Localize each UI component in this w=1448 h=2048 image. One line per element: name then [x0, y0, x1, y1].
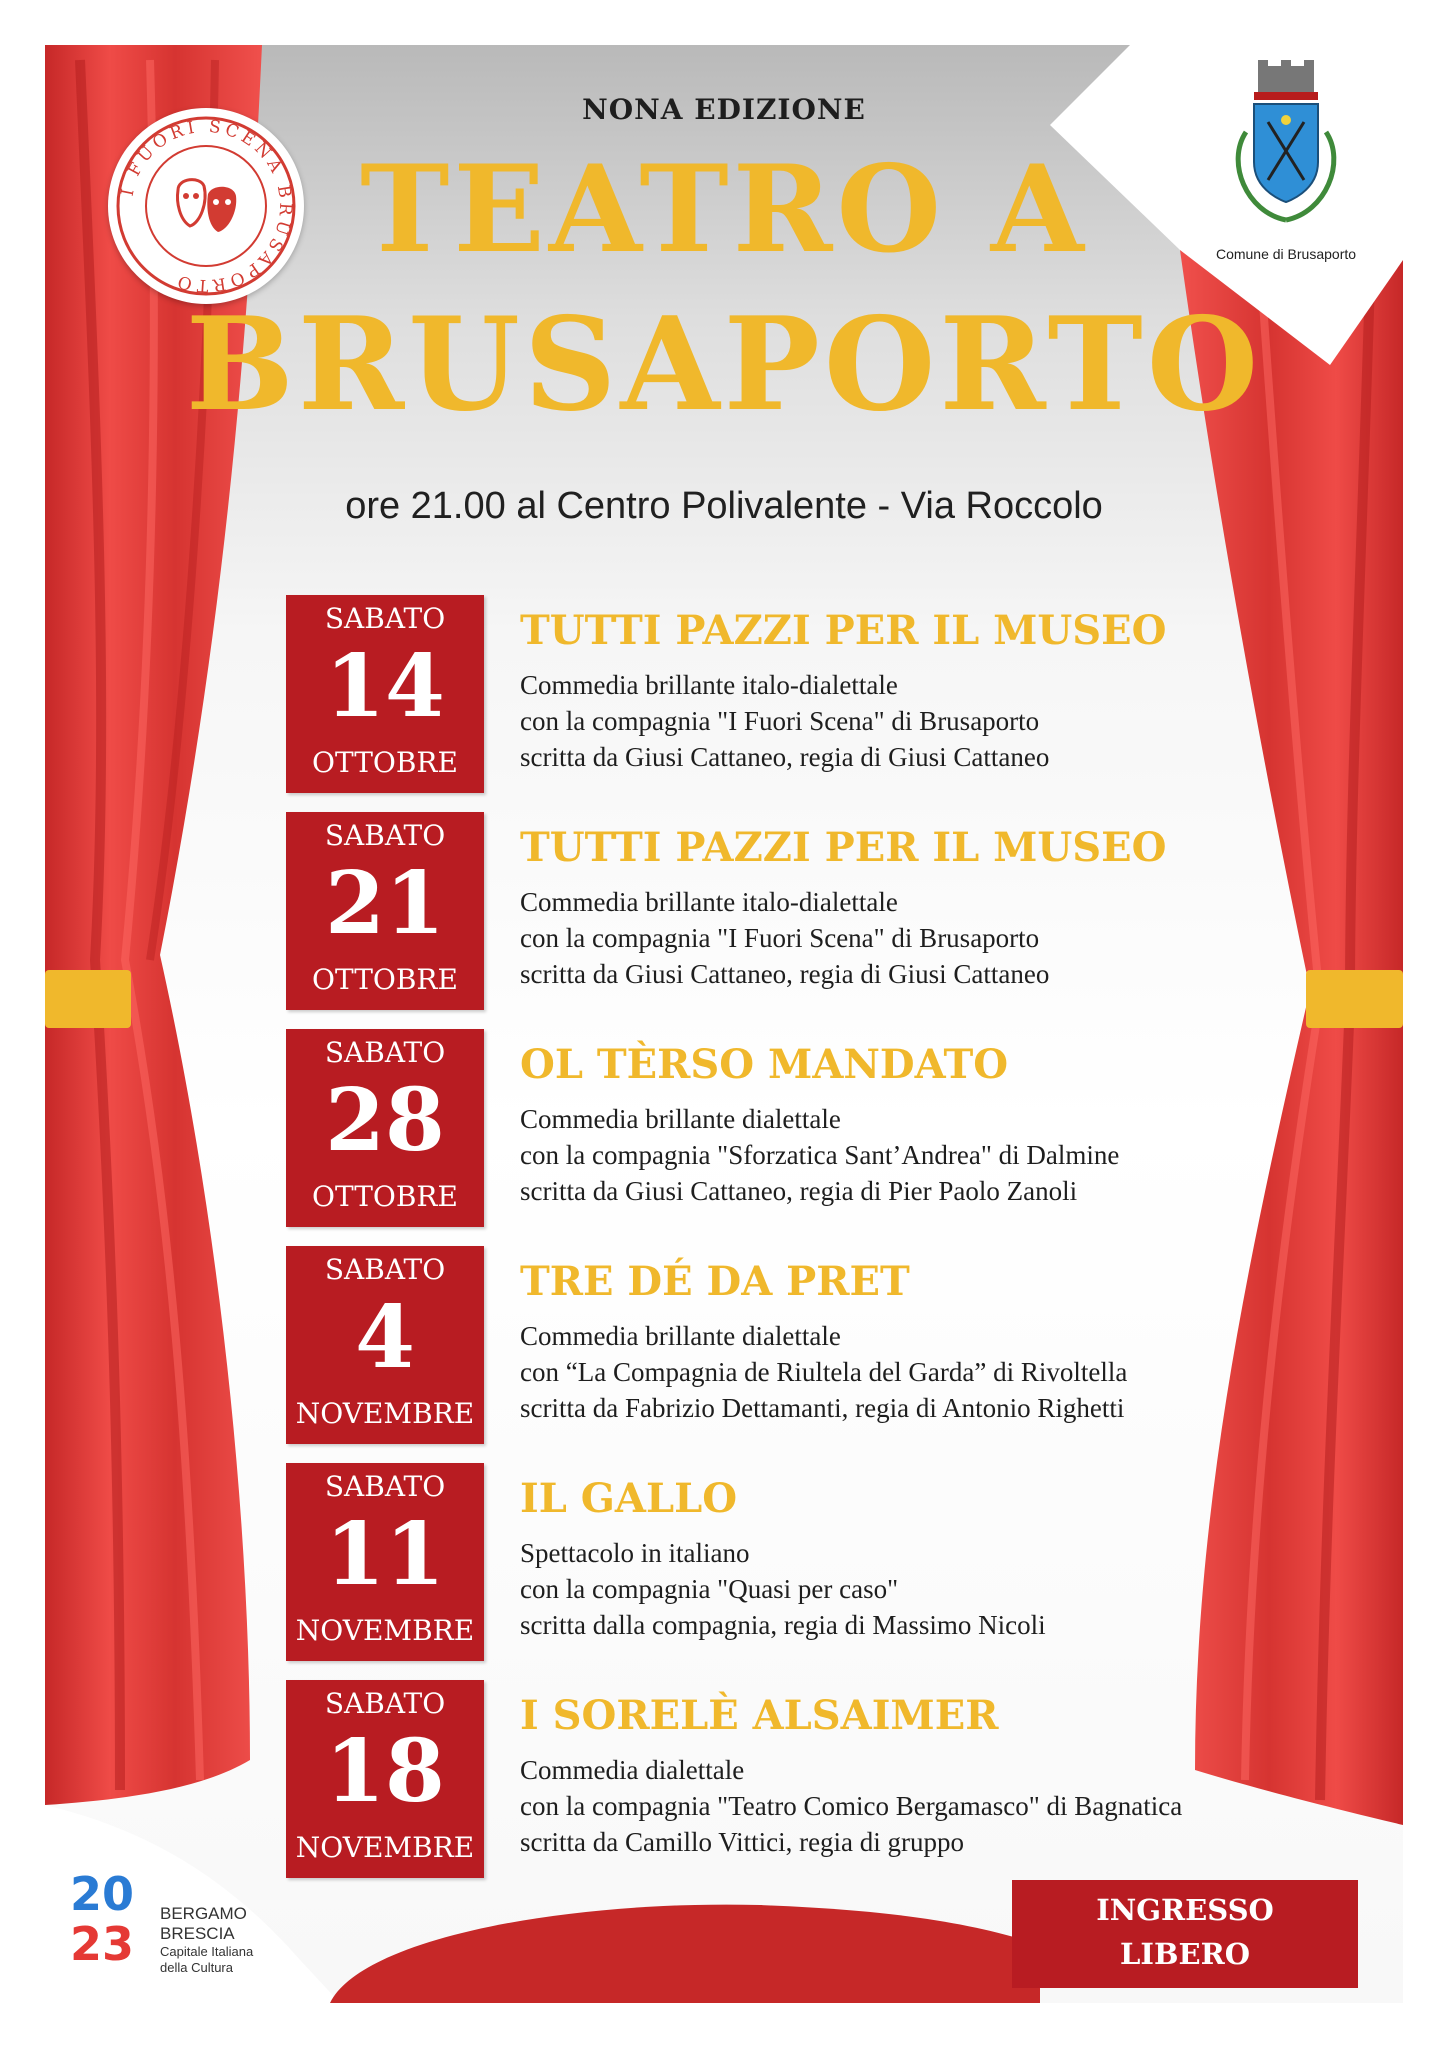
capital-year-bottom: 23	[70, 1917, 135, 1971]
capital-line1: BERGAMO	[160, 1904, 247, 1923]
capital-line3: Capitale Italiana	[160, 1944, 254, 1959]
event-company: con la compagnia "Sforzatica Sant’Andrea" di Dalmine	[520, 1140, 1120, 1170]
edition-label: NONA EDIZIONE	[582, 93, 866, 126]
day-of-week: SABATO	[324, 602, 446, 635]
day-number: 21	[325, 853, 445, 954]
event-genre: Commedia brillante italo-dialettale	[520, 670, 898, 700]
date-box	[286, 1029, 484, 1227]
event-genre: Commedia brillante italo-dialettale	[520, 887, 898, 917]
month: OTTOBRE	[312, 746, 458, 779]
capital-year-top: 20	[70, 1867, 135, 1921]
event-company: con la compagnia "Teatro Comico Bergamasco" di Bagnatica	[520, 1791, 1183, 1821]
event-credits: scritta da Giusi Cattaneo, regia di Giusi Cattaneo	[520, 742, 1050, 772]
day-of-week: SABATO	[324, 1470, 446, 1503]
day-of-week: SABATO	[324, 819, 446, 852]
date-box	[286, 1463, 484, 1661]
event-title: TRE DÉ DA PRET	[520, 1258, 910, 1305]
day-number: 11	[325, 1504, 445, 1605]
event-company: con la compagnia "Quasi per caso"	[520, 1574, 899, 1604]
event-company: con “La Compagnia de Riultela del Garda” di Rivoltella	[520, 1357, 1128, 1387]
date-box	[286, 595, 484, 793]
event-item	[286, 1246, 1336, 1444]
comune-label: Comune di Brusaporto	[1215, 246, 1357, 262]
month: NOVEMBRE	[295, 1397, 475, 1430]
event-genre: Commedia dialettale	[520, 1755, 745, 1785]
day-of-week: SABATO	[324, 1253, 446, 1286]
event-credits: scritta da Giusi Cattaneo, regia di Pier Paolo Zanoli	[520, 1176, 1078, 1206]
left-curtain-tieback	[45, 970, 131, 1028]
event-credits: scritta da Giusi Cattaneo, regia di Giusi Cattaneo	[520, 959, 1050, 989]
event-title: IL GALLO	[520, 1475, 738, 1522]
date-box	[286, 812, 484, 1010]
day-number: 18	[325, 1721, 445, 1822]
event-company: con la compagnia "I Fuori Scena" di Brusaporto	[520, 706, 1040, 736]
day-number: 4	[355, 1287, 415, 1388]
event-credits: scritta da Camillo Vittici, regia di gruppo	[520, 1827, 965, 1857]
event-title: TUTTI PAZZI PER IL MUSEO	[520, 824, 1167, 871]
event-company: con la compagnia "I Fuori Scena" di Brusaporto	[520, 923, 1040, 953]
svg-text:I FUORI SCENA BRUSAPORTO: I FUORI SCENA BRUSAPORTO	[117, 116, 296, 296]
capital-line2: BRESCIA	[160, 1924, 235, 1943]
day-of-week: SABATO	[324, 1036, 446, 1069]
month: OTTOBRE	[312, 963, 458, 996]
event-title: OL TÈRSO MANDATO	[520, 1041, 1009, 1088]
bottom-valance	[330, 1905, 1040, 2003]
day-number: 28	[325, 1070, 445, 1171]
event-title: I SORELÈ ALSAIMER	[520, 1692, 999, 1739]
month: OTTOBRE	[312, 1180, 458, 1213]
capital-of-culture-text	[160, 1904, 253, 1976]
day-of-week: SABATO	[324, 1687, 446, 1720]
capital-line4: della Cultura	[160, 1960, 233, 1975]
event-credits: scritta dalla compagnia, regia di Massimo Nicoli	[520, 1610, 1046, 1640]
month: NOVEMBRE	[295, 1831, 475, 1864]
event-item	[286, 1463, 1336, 1661]
page-title-line2: BRUSAPORTO	[185, 290, 1263, 440]
venue-info: ore 21.00 al Centro Polivalente - Via Roccolo	[345, 485, 1103, 527]
event-genre: Commedia brillante dialettale	[520, 1104, 841, 1134]
day-number: 14	[325, 636, 445, 737]
month: NOVEMBRE	[295, 1614, 475, 1647]
event-item	[286, 812, 1336, 1010]
event-item	[286, 595, 1336, 793]
date-box	[286, 1246, 484, 1444]
event-credits: scritta da Fabrizio Dettamanti, regia di Antonio Righetti	[520, 1393, 1125, 1423]
event-item	[286, 1680, 1336, 1878]
event-title: TUTTI PAZZI PER IL MUSEO	[520, 607, 1167, 654]
event-item	[286, 1029, 1336, 1227]
event-genre: Commedia brillante dialettale	[520, 1321, 841, 1351]
entry-line1: INGRESSO	[1096, 1893, 1274, 1927]
event-genre: Spettacolo in italiano	[520, 1538, 750, 1568]
date-box	[286, 1680, 484, 1878]
entry-line2: LIBERO	[1120, 1937, 1250, 1971]
page-title-line1: TEATRO A	[360, 139, 1088, 280]
free-entry-badge	[1012, 1880, 1358, 1988]
